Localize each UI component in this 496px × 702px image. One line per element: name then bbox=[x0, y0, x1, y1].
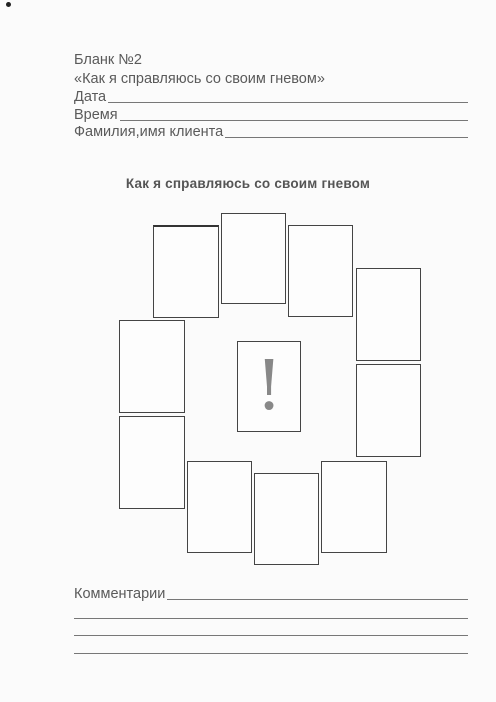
anger-box-4[interactable] bbox=[356, 268, 421, 361]
comments-label: Комментарии bbox=[74, 586, 166, 602]
page-title: Как я справляюсь со своим гневом bbox=[125, 176, 371, 191]
exclamation-mark: ! bbox=[255, 346, 283, 426]
anger-box-6[interactable] bbox=[321, 461, 387, 553]
client-name-field[interactable] bbox=[74, 124, 468, 140]
anger-box-1[interactable] bbox=[153, 225, 219, 318]
time-label: Время bbox=[74, 107, 118, 123]
center-box bbox=[237, 341, 301, 432]
comments-field[interactable] bbox=[74, 586, 468, 602]
anger-box-9[interactable] bbox=[119, 416, 185, 509]
comments-underline-1 bbox=[167, 599, 468, 600]
client-name-underline bbox=[225, 137, 468, 138]
date-field[interactable] bbox=[74, 89, 468, 105]
form-name: «Как я справляюсь со своим гневом» bbox=[74, 71, 325, 87]
time-field[interactable] bbox=[74, 107, 468, 123]
date-underline bbox=[108, 102, 468, 103]
anger-box-2[interactable] bbox=[221, 213, 286, 304]
anger-box-10[interactable] bbox=[119, 320, 185, 413]
punch-hole-dot bbox=[6, 2, 11, 7]
anger-box-5[interactable] bbox=[356, 364, 421, 457]
date-label: Дата bbox=[74, 89, 107, 105]
anger-box-3[interactable] bbox=[288, 225, 353, 317]
form-number: Бланк №2 bbox=[74, 52, 142, 68]
client-name-label: Фамилия,имя клиента bbox=[74, 124, 224, 140]
comments-underline-4[interactable] bbox=[74, 653, 468, 654]
comments-underline-2[interactable] bbox=[74, 618, 468, 619]
time-underline bbox=[120, 120, 468, 121]
comments-underline-3[interactable] bbox=[74, 635, 468, 636]
anger-box-7[interactable] bbox=[254, 473, 319, 565]
anger-box-8[interactable] bbox=[187, 461, 252, 553]
